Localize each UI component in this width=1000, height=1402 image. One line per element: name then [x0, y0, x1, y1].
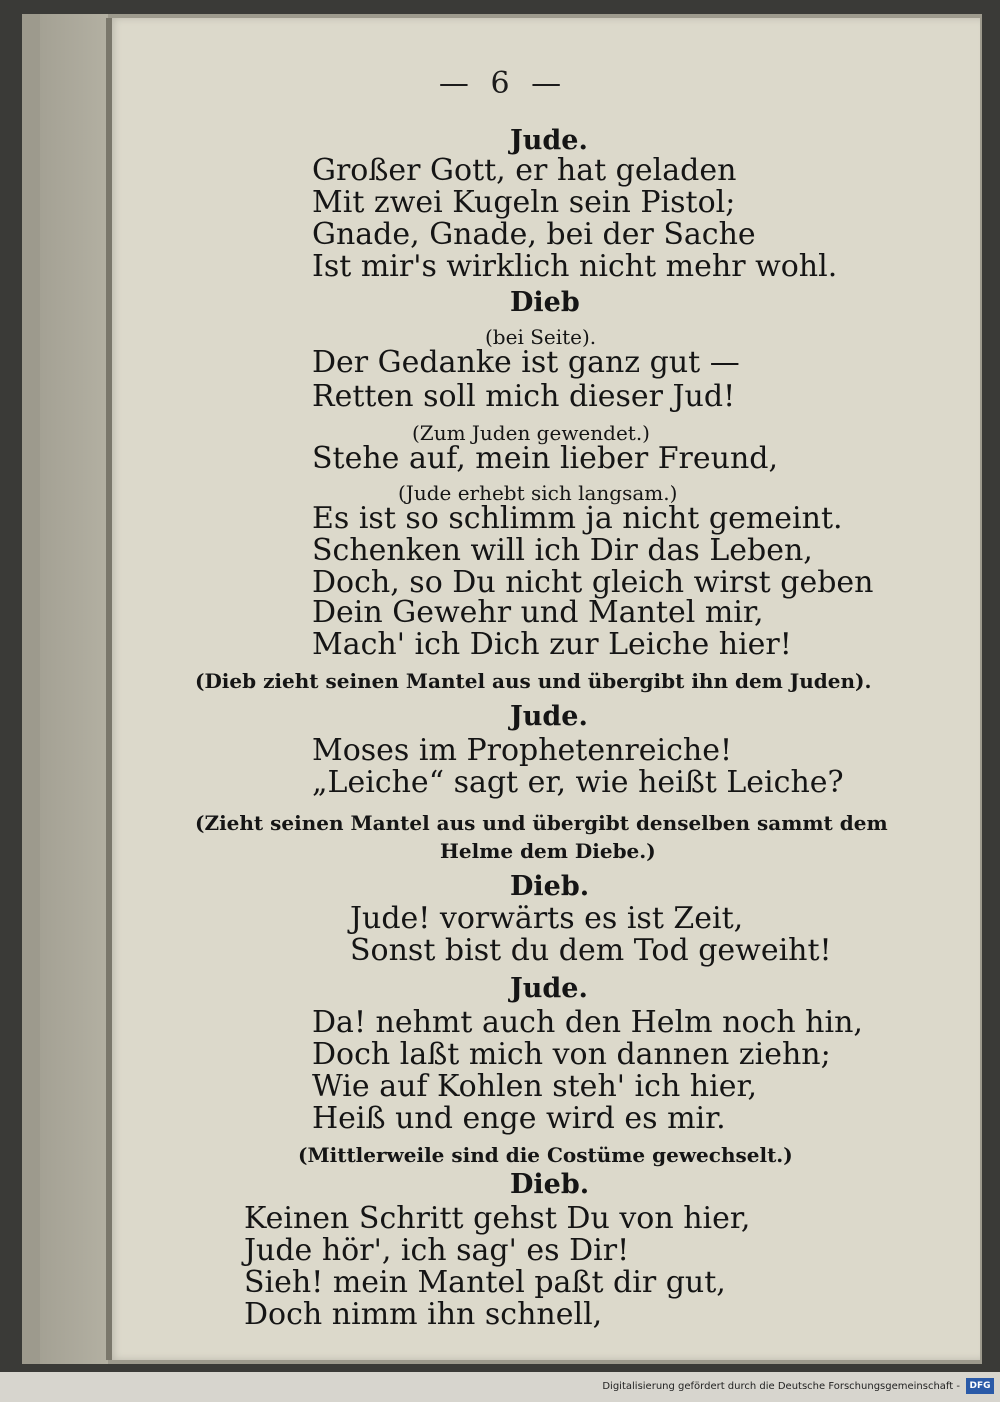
verse-line: Da! nehmt auch den Helm noch hin, — [312, 1005, 863, 1040]
stage-direction: Helme dem Diebe.) — [440, 839, 656, 863]
verse-line: Ist mir's wirklich nicht mehr wohl. — [312, 249, 838, 284]
speaker-label: Dieb. — [510, 1169, 590, 1200]
page-shadow-strip — [40, 14, 108, 1364]
verse-line: Doch laßt mich von dannen ziehn; — [312, 1037, 831, 1072]
stage-direction: (Mittlerweile sind die Costüme gewechselt.) — [298, 1143, 793, 1167]
verse-line: Es ist so schlimm ja nicht gemeint. — [312, 501, 843, 536]
verse-line: Jude hör', ich sag' es Dir! — [244, 1233, 630, 1268]
verse-line: Stehe auf, mein lieber Freund, — [312, 441, 779, 476]
verse-line: Doch nimm ihn schnell, — [244, 1297, 603, 1332]
verse-line: Der Gedanke ist ganz gut — — [312, 345, 740, 380]
verse-line: Mit zwei Kugeln sein Pistol; — [312, 185, 736, 220]
footer-bar — [0, 1372, 1000, 1402]
verse-line: Dein Gewehr und Mantel mir, — [312, 595, 764, 630]
page-edge — [106, 18, 112, 1360]
stage-direction: (Zum Juden gewendet.) — [412, 421, 650, 445]
verse-line: Keinen Schritt gehst Du von hier, — [244, 1201, 751, 1236]
stage-direction: (bei Seite). — [485, 325, 597, 349]
verse-line: Heiß und enge wird es mir. — [312, 1101, 726, 1136]
verse-line: „Leiche“ sagt er, wie heißt Leiche? — [312, 765, 844, 800]
verse-line: Jude! vorwärts es ist Zeit, — [350, 901, 744, 936]
stage-direction: (Jude erhebt sich langsam.) — [398, 481, 678, 505]
stage-direction: (Dieb zieht seinen Mantel aus und übergibt ihn dem Juden). — [195, 669, 872, 693]
verse-line: Mach' ich Dich zur Leiche hier! — [312, 627, 792, 662]
speaker-label: Jude. — [510, 973, 588, 1004]
verse-line: Wie auf Kohlen steh' ich hier, — [312, 1069, 758, 1104]
funding-credit: Digitalisierung gefördert durch die Deutsche Forschungsgemeinschaft - — [602, 1381, 960, 1392]
verse-line: Moses im Prophetenreiche! — [312, 733, 733, 768]
speaker-label: Dieb — [510, 287, 580, 318]
speaker-label: Jude. — [510, 125, 588, 156]
verse-line: Sonst bist du dem Tod geweiht! — [350, 933, 832, 968]
stage-direction: (Zieht seinen Mantel aus und übergibt denselben sammt dem — [195, 811, 888, 835]
verse-line: Großer Gott, er hat geladen — [312, 153, 737, 188]
verse-line: Doch, so Du nicht gleich wirst geben — [312, 565, 874, 600]
speaker-label: Dieb. — [510, 871, 590, 902]
speaker-label: Jude. — [510, 701, 588, 732]
verse-line: Retten soll mich dieser Jud! — [312, 379, 736, 414]
verse-line: Schenken will ich Dir das Leben, — [312, 533, 813, 568]
verse-line: Sieh! mein Mantel paßt dir gut, — [244, 1265, 726, 1300]
dfg-logo-icon: DFG — [966, 1378, 994, 1394]
page-number: — 6 — — [438, 66, 562, 101]
verse-line: Gnade, Gnade, bei der Sache — [312, 217, 756, 252]
